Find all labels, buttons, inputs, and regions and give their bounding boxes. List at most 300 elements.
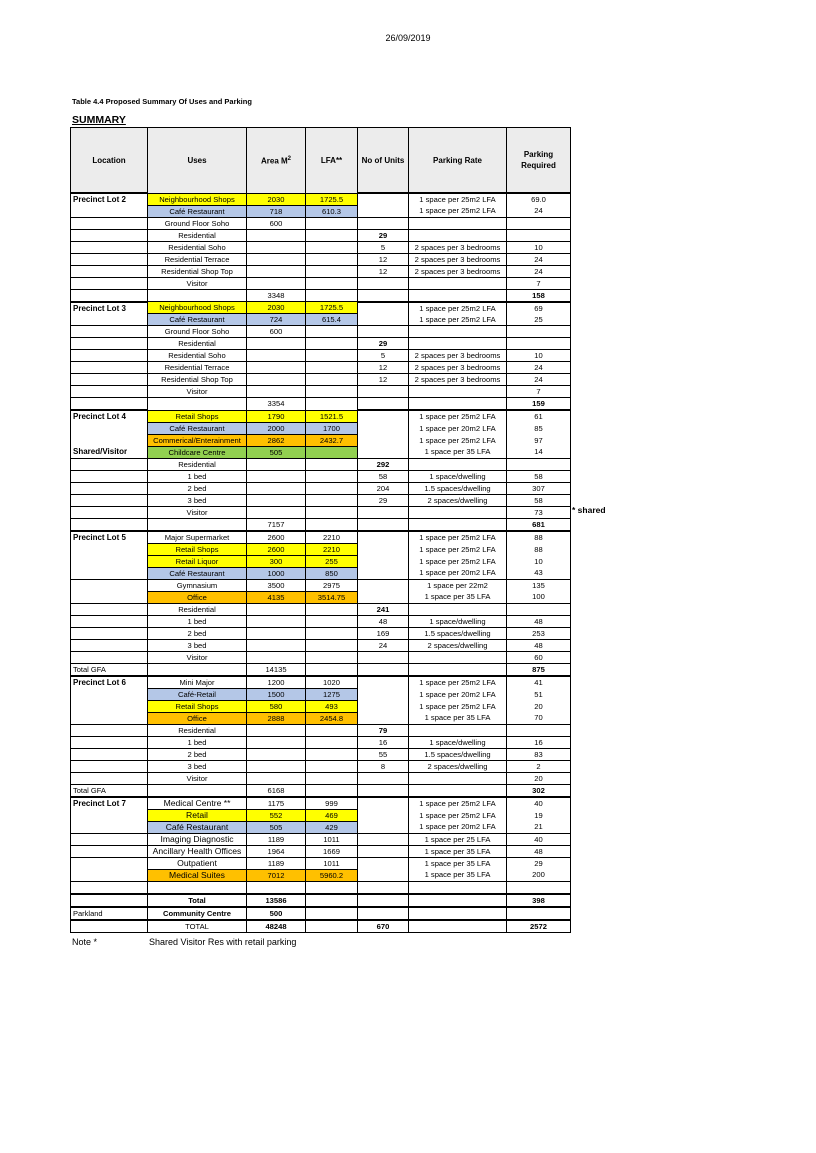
cell-parking-rate bbox=[409, 386, 507, 398]
summary-heading: SUMMARY bbox=[72, 114, 126, 126]
cell-units bbox=[358, 579, 409, 591]
cell-location bbox=[71, 869, 148, 881]
cell-area: 505 bbox=[247, 821, 306, 833]
cell-use: 2 bed bbox=[148, 482, 247, 494]
cell-area: 3348 bbox=[247, 289, 306, 302]
cell-lfa bbox=[306, 229, 358, 241]
cell-use bbox=[148, 518, 247, 531]
cell-parking-rate: 1.5 spaces/dwelling bbox=[409, 748, 507, 760]
table-row bbox=[71, 193, 571, 205]
table-row bbox=[71, 676, 571, 689]
cell-units: 16 bbox=[358, 736, 409, 748]
cell-parking-required: 159 bbox=[507, 398, 571, 411]
table-row bbox=[71, 555, 571, 567]
cell-units bbox=[358, 567, 409, 579]
cell-use: Residential Shop Top bbox=[148, 265, 247, 277]
cell-location bbox=[71, 821, 148, 833]
cell-lfa bbox=[306, 907, 358, 920]
cell-parking-rate: 1 space per 25m2 LFA bbox=[409, 700, 507, 712]
cell-parking-required bbox=[507, 229, 571, 241]
cell-units bbox=[358, 422, 409, 434]
cell-area: 1175 bbox=[247, 797, 306, 810]
cell-lfa bbox=[306, 506, 358, 518]
header-units: No of Units bbox=[358, 128, 409, 194]
cell-parking-rate bbox=[409, 894, 507, 907]
table-row bbox=[71, 772, 571, 784]
cell-lfa bbox=[306, 482, 358, 494]
cell-location bbox=[71, 482, 148, 494]
cell-parking-rate: 1 space per 20m2 LFA bbox=[409, 422, 507, 434]
cell-units bbox=[358, 772, 409, 784]
cell-units bbox=[358, 894, 409, 907]
cell-parking-required: 24 bbox=[507, 362, 571, 374]
cell-area bbox=[247, 386, 306, 398]
cell-parking-required: 875 bbox=[507, 663, 571, 676]
cell-parking-required: 73 bbox=[507, 506, 571, 518]
cell-units bbox=[358, 193, 409, 205]
cell-use: Retail Shops bbox=[148, 700, 247, 712]
cell-location bbox=[71, 651, 148, 663]
cell-parking-required: 7 bbox=[507, 277, 571, 289]
cell-units bbox=[358, 676, 409, 689]
cell-parking-required: 48 bbox=[507, 845, 571, 857]
cell-location: Precinct Lot 6 bbox=[71, 676, 148, 689]
table-row bbox=[71, 797, 571, 810]
table-row bbox=[71, 663, 571, 676]
cell-location bbox=[71, 603, 148, 615]
cell-units bbox=[358, 809, 409, 821]
cell-use: 1 bed bbox=[148, 470, 247, 482]
cell-parking-required bbox=[507, 907, 571, 920]
cell-parking-required: 58 bbox=[507, 494, 571, 506]
cell-units bbox=[358, 277, 409, 289]
cell-units bbox=[358, 869, 409, 881]
cell-parking-required: 24 bbox=[507, 265, 571, 277]
cell-use bbox=[148, 289, 247, 302]
cell-parking-required bbox=[507, 603, 571, 615]
cell-location: Precinct Lot 4 bbox=[71, 410, 148, 422]
cell-use: Residential Soho bbox=[148, 241, 247, 253]
table-row bbox=[71, 639, 571, 651]
cell-parking-rate bbox=[409, 289, 507, 302]
cell-lfa bbox=[306, 920, 358, 933]
cell-lfa bbox=[306, 398, 358, 411]
cell-location bbox=[71, 760, 148, 772]
cell-lfa bbox=[306, 651, 358, 663]
cell-parking-required: 16 bbox=[507, 736, 571, 748]
cell-parking-rate: 2 spaces per 3 bedrooms bbox=[409, 265, 507, 277]
cell-parking-rate bbox=[409, 458, 507, 470]
table-row bbox=[71, 338, 571, 350]
cell-parking-rate: 2 spaces per 3 bedrooms bbox=[409, 350, 507, 362]
cell-location bbox=[71, 881, 148, 894]
cell-parking-required: 48 bbox=[507, 615, 571, 627]
cell-use: Visitor bbox=[148, 277, 247, 289]
cell-location bbox=[71, 458, 148, 470]
table-row bbox=[71, 386, 571, 398]
cell-location: Shared/Visitor bbox=[71, 446, 148, 458]
cell-lfa: 1700 bbox=[306, 422, 358, 434]
cell-area: 13586 bbox=[247, 894, 306, 907]
cell-use: Residential bbox=[148, 603, 247, 615]
cell-parking-required: 200 bbox=[507, 869, 571, 881]
cell-location bbox=[71, 748, 148, 760]
cell-parking-rate: 1 space per 25m2 LFA bbox=[409, 531, 507, 544]
cell-area bbox=[247, 229, 306, 241]
cell-units: 204 bbox=[358, 482, 409, 494]
cell-use bbox=[148, 881, 247, 894]
table-row bbox=[71, 494, 571, 506]
cell-use: 3 bed bbox=[148, 494, 247, 506]
cell-lfa: 1669 bbox=[306, 845, 358, 857]
cell-location bbox=[71, 470, 148, 482]
cell-area: 2030 bbox=[247, 302, 306, 314]
cell-location bbox=[71, 894, 148, 907]
cell-parking-rate bbox=[409, 920, 507, 933]
cell-location: Precinct Lot 2 bbox=[71, 193, 148, 205]
cell-location bbox=[71, 579, 148, 591]
cell-area bbox=[247, 350, 306, 362]
cell-area: 300 bbox=[247, 555, 306, 567]
table-row bbox=[71, 857, 571, 869]
cell-parking-required: 24 bbox=[507, 374, 571, 386]
cell-area: 600 bbox=[247, 326, 306, 338]
cell-parking-required: 40 bbox=[507, 797, 571, 810]
table-row bbox=[71, 907, 571, 920]
cell-parking-required: 69.0 bbox=[507, 193, 571, 205]
cell-use: Residential Terrace bbox=[148, 362, 247, 374]
table-row bbox=[71, 748, 571, 760]
cell-use: Childcare Centre bbox=[148, 446, 247, 458]
cell-area: 1189 bbox=[247, 857, 306, 869]
cell-area: 2000 bbox=[247, 422, 306, 434]
cell-use: Mini Major bbox=[148, 676, 247, 689]
cell-parking-required: 69 bbox=[507, 302, 571, 314]
table-row bbox=[71, 422, 571, 434]
cell-lfa: 615.4 bbox=[306, 314, 358, 326]
table-row bbox=[71, 736, 571, 748]
cell-units bbox=[358, 314, 409, 326]
cell-units bbox=[358, 410, 409, 422]
cell-lfa: 1725.5 bbox=[306, 302, 358, 314]
table-row bbox=[71, 784, 571, 797]
table-row bbox=[71, 543, 571, 555]
parking-summary-table bbox=[70, 127, 571, 933]
cell-use: Residential Terrace bbox=[148, 253, 247, 265]
cell-use: Café Restaurant bbox=[148, 314, 247, 326]
cell-parking-required: 85 bbox=[507, 422, 571, 434]
cell-units: 48 bbox=[358, 615, 409, 627]
cell-use: 1 bed bbox=[148, 736, 247, 748]
cell-location bbox=[71, 374, 148, 386]
table-row bbox=[71, 410, 571, 422]
table-row bbox=[71, 615, 571, 627]
table-row bbox=[71, 518, 571, 531]
cell-lfa bbox=[306, 350, 358, 362]
cell-lfa bbox=[306, 736, 358, 748]
table-row bbox=[71, 217, 571, 229]
table-row bbox=[71, 314, 571, 326]
cell-lfa bbox=[306, 639, 358, 651]
table-row bbox=[71, 591, 571, 603]
note-label: Note * bbox=[72, 937, 98, 947]
cell-location bbox=[71, 809, 148, 821]
cell-area: 500 bbox=[247, 907, 306, 920]
cell-parking-required bbox=[507, 217, 571, 229]
cell-lfa bbox=[306, 241, 358, 253]
table-row bbox=[71, 277, 571, 289]
cell-units bbox=[358, 784, 409, 797]
cell-units bbox=[358, 531, 409, 544]
cell-lfa bbox=[306, 772, 358, 784]
cell-area bbox=[247, 265, 306, 277]
header-lfa: LFA** bbox=[306, 128, 358, 194]
cell-lfa bbox=[306, 326, 358, 338]
cell-parking-rate: 1 space per 25m2 LFA bbox=[409, 809, 507, 821]
cell-area bbox=[247, 362, 306, 374]
table-row bbox=[71, 458, 571, 470]
cell-lfa: 1011 bbox=[306, 833, 358, 845]
cell-area: 600 bbox=[247, 217, 306, 229]
cell-parking-required: 2572 bbox=[507, 920, 571, 933]
cell-units bbox=[358, 821, 409, 833]
cell-parking-required: 97 bbox=[507, 434, 571, 446]
cell-parking-required: 24 bbox=[507, 253, 571, 265]
cell-location: Parkland bbox=[71, 907, 148, 920]
cell-use: Medical Suites bbox=[148, 869, 247, 881]
cell-parking-rate bbox=[409, 907, 507, 920]
table-row bbox=[71, 712, 571, 724]
cell-units bbox=[358, 543, 409, 555]
table-row bbox=[71, 531, 571, 544]
cell-parking-rate bbox=[409, 651, 507, 663]
cell-parking-rate: 1 space per 25m2 LFA bbox=[409, 434, 507, 446]
cell-use: Office bbox=[148, 712, 247, 724]
cell-lfa bbox=[306, 894, 358, 907]
cell-area: 6168 bbox=[247, 784, 306, 797]
table-row bbox=[71, 833, 571, 845]
cell-location: Total GFA bbox=[71, 784, 148, 797]
cell-location bbox=[71, 627, 148, 639]
cell-parking-rate: 1 space per 35 LFA bbox=[409, 712, 507, 724]
cell-units bbox=[358, 302, 409, 314]
cell-use: Visitor bbox=[148, 506, 247, 518]
cell-parking-rate bbox=[409, 724, 507, 736]
cell-parking-rate: 1 space per 20m2 LFA bbox=[409, 567, 507, 579]
cell-lfa: 1275 bbox=[306, 688, 358, 700]
cell-parking-rate: 1 space per 20m2 LFA bbox=[409, 688, 507, 700]
header-parking-required: Parking Required bbox=[507, 128, 571, 194]
cell-lfa: 255 bbox=[306, 555, 358, 567]
cell-lfa: 1020 bbox=[306, 676, 358, 689]
cell-use: Café Restaurant bbox=[148, 422, 247, 434]
cell-parking-required: 20 bbox=[507, 700, 571, 712]
cell-location: Total GFA bbox=[71, 663, 148, 676]
cell-parking-required bbox=[507, 724, 571, 736]
table-row bbox=[71, 760, 571, 772]
cell-area: 4135 bbox=[247, 591, 306, 603]
cell-parking-required: 60 bbox=[507, 651, 571, 663]
cell-units bbox=[358, 289, 409, 302]
cell-use: 3 bed bbox=[148, 760, 247, 772]
cell-location: Precinct Lot 3 bbox=[71, 302, 148, 314]
cell-location bbox=[71, 615, 148, 627]
cell-area: 718 bbox=[247, 205, 306, 217]
cell-area: 1500 bbox=[247, 688, 306, 700]
table-row bbox=[71, 688, 571, 700]
cell-units: 241 bbox=[358, 603, 409, 615]
table-caption: Table 4.4 Proposed Summary Of Uses and Parking bbox=[72, 97, 252, 106]
cell-lfa bbox=[306, 760, 358, 772]
table-row bbox=[71, 881, 571, 894]
cell-parking-required: 398 bbox=[507, 894, 571, 907]
cell-lfa: 2210 bbox=[306, 543, 358, 555]
cell-use: Café Restaurant bbox=[148, 821, 247, 833]
cell-units bbox=[358, 663, 409, 676]
cell-location bbox=[71, 736, 148, 748]
cell-units bbox=[358, 857, 409, 869]
table-row bbox=[71, 821, 571, 833]
cell-parking-required: 135 bbox=[507, 579, 571, 591]
cell-parking-required: 10 bbox=[507, 241, 571, 253]
cell-use: Retail Liquor bbox=[148, 555, 247, 567]
cell-parking-rate: 1 space per 35 LFA bbox=[409, 869, 507, 881]
cell-area bbox=[247, 241, 306, 253]
cell-location bbox=[71, 712, 148, 724]
cell-lfa bbox=[306, 603, 358, 615]
cell-area: 48248 bbox=[247, 920, 306, 933]
cell-area bbox=[247, 458, 306, 470]
cell-area: 1189 bbox=[247, 833, 306, 845]
cell-parking-required: 88 bbox=[507, 543, 571, 555]
cell-lfa: 429 bbox=[306, 821, 358, 833]
cell-lfa bbox=[306, 615, 358, 627]
cell-units bbox=[358, 506, 409, 518]
cell-units bbox=[358, 434, 409, 446]
table-row bbox=[71, 302, 571, 314]
cell-parking-required: 58 bbox=[507, 470, 571, 482]
cell-parking-rate: 1 space per 35 LFA bbox=[409, 446, 507, 458]
cell-parking-rate bbox=[409, 229, 507, 241]
cell-parking-required: 307 bbox=[507, 482, 571, 494]
cell-lfa: 3514.75 bbox=[306, 591, 358, 603]
cell-use: Residential bbox=[148, 338, 247, 350]
table-row bbox=[71, 205, 571, 217]
cell-parking-rate: 2 spaces per 3 bedrooms bbox=[409, 241, 507, 253]
cell-area bbox=[247, 724, 306, 736]
cell-units: 8 bbox=[358, 760, 409, 772]
cell-lfa bbox=[306, 386, 358, 398]
cell-parking-rate bbox=[409, 277, 507, 289]
cell-units bbox=[358, 688, 409, 700]
cell-parking-rate: 1 space per 25m2 LFA bbox=[409, 555, 507, 567]
cell-units bbox=[358, 591, 409, 603]
cell-use: Café Restaurant bbox=[148, 205, 247, 217]
cell-units: 12 bbox=[358, 265, 409, 277]
table-row bbox=[71, 470, 571, 482]
cell-lfa: 1521.5 bbox=[306, 410, 358, 422]
cell-location bbox=[71, 338, 148, 350]
cell-location bbox=[71, 506, 148, 518]
cell-use: Visitor bbox=[148, 651, 247, 663]
cell-parking-rate: 1 space/dwelling bbox=[409, 736, 507, 748]
cell-use: Café Restaurant bbox=[148, 567, 247, 579]
cell-units: 55 bbox=[358, 748, 409, 760]
table-row bbox=[71, 229, 571, 241]
cell-units bbox=[358, 833, 409, 845]
cell-area bbox=[247, 374, 306, 386]
cell-area: 1000 bbox=[247, 567, 306, 579]
cell-area bbox=[247, 881, 306, 894]
cell-area bbox=[247, 482, 306, 494]
cell-lfa: 2975 bbox=[306, 579, 358, 591]
cell-parking-required: 2 bbox=[507, 760, 571, 772]
cell-area: 552 bbox=[247, 809, 306, 821]
cell-lfa bbox=[306, 518, 358, 531]
table-row bbox=[71, 506, 571, 518]
cell-lfa bbox=[306, 253, 358, 265]
table-row bbox=[71, 326, 571, 338]
cell-parking-rate bbox=[409, 518, 507, 531]
cell-parking-rate: 2 spaces/dwelling bbox=[409, 639, 507, 651]
table-row bbox=[71, 700, 571, 712]
cell-parking-rate: 1 space per 25m2 LFA bbox=[409, 302, 507, 314]
table-row bbox=[71, 603, 571, 615]
table-row bbox=[71, 374, 571, 386]
table-row bbox=[71, 241, 571, 253]
cell-lfa: 5960.2 bbox=[306, 869, 358, 881]
cell-location bbox=[71, 688, 148, 700]
cell-parking-required: 51 bbox=[507, 688, 571, 700]
cell-parking-required: 10 bbox=[507, 555, 571, 567]
cell-units: 79 bbox=[358, 724, 409, 736]
cell-area: 14135 bbox=[247, 663, 306, 676]
cell-units: 29 bbox=[358, 494, 409, 506]
cell-use: Retail Shops bbox=[148, 543, 247, 555]
cell-parking-required: 100 bbox=[507, 591, 571, 603]
cell-units bbox=[358, 700, 409, 712]
cell-parking-required: 158 bbox=[507, 289, 571, 302]
table-row bbox=[71, 627, 571, 639]
cell-units bbox=[358, 797, 409, 810]
table-row bbox=[71, 894, 571, 907]
cell-area: 724 bbox=[247, 314, 306, 326]
cell-use: Major Supermarket bbox=[148, 531, 247, 544]
cell-units: 58 bbox=[358, 470, 409, 482]
cell-lfa bbox=[306, 663, 358, 676]
cell-location: Precinct Lot 5 bbox=[71, 531, 148, 544]
cell-use: Neighbourhood Shops bbox=[148, 193, 247, 205]
cell-use: Residential Soho bbox=[148, 350, 247, 362]
cell-area bbox=[247, 603, 306, 615]
cell-parking-rate: 1 space per 35 LFA bbox=[409, 845, 507, 857]
cell-area: 2862 bbox=[247, 434, 306, 446]
cell-use: Residential Shop Top bbox=[148, 374, 247, 386]
cell-area bbox=[247, 615, 306, 627]
cell-parking-required: 88 bbox=[507, 531, 571, 544]
cell-use bbox=[148, 663, 247, 676]
cell-location: Precinct Lot 7 bbox=[71, 797, 148, 810]
cell-use: Commerical/Enterainment bbox=[148, 434, 247, 446]
header-parking-rate: Parking Rate bbox=[409, 128, 507, 194]
cell-lfa bbox=[306, 784, 358, 797]
cell-parking-required: 40 bbox=[507, 833, 571, 845]
cell-parking-rate bbox=[409, 772, 507, 784]
cell-lfa: 2454.8 bbox=[306, 712, 358, 724]
cell-location bbox=[71, 217, 148, 229]
cell-parking-rate: 1 space per 25m2 LFA bbox=[409, 205, 507, 217]
table-body bbox=[71, 193, 571, 932]
